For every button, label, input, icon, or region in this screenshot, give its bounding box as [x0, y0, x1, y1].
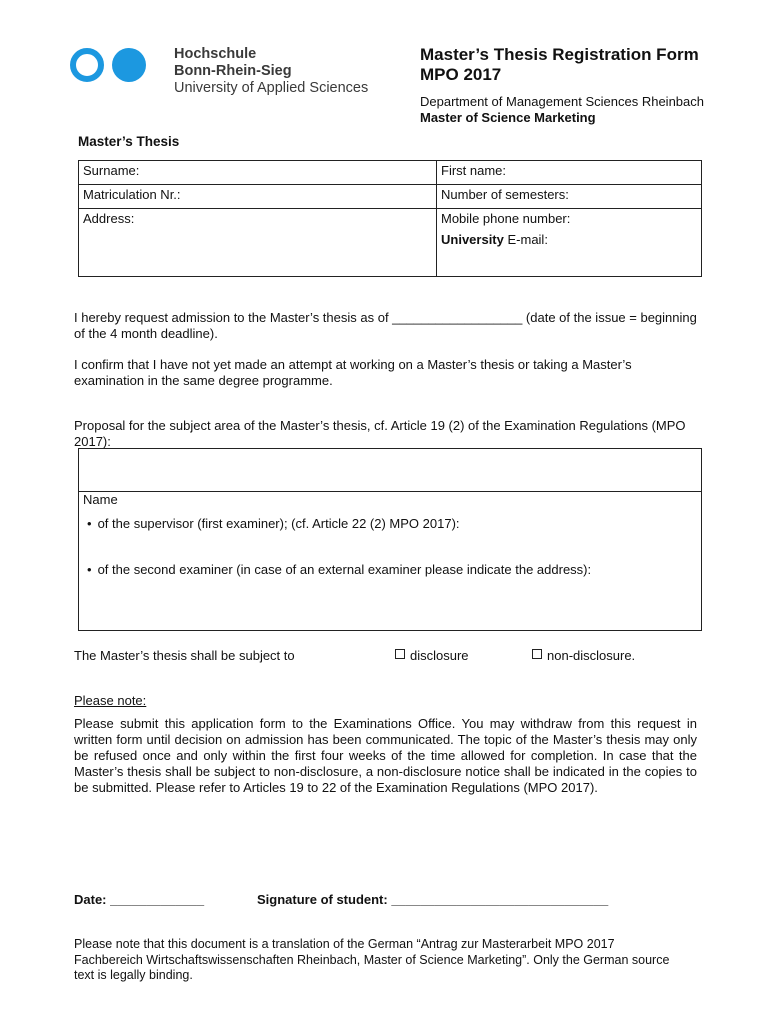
- non-disclosure-option-label: non-disclosure.: [547, 648, 636, 663]
- examiners-box[interactable]: [78, 490, 702, 631]
- logo-ring-icon: [70, 48, 104, 82]
- translation-note: Please note that this document is a translation of the German “Antrag zur Masterarbeit MPO 2017 Fachbereich Wirtschaftswissenschaften Rheinbach, Master of Science Marketing”. Only the German source text is legally binding.: [74, 937, 670, 982]
- logo-line-1: Hochschule: [174, 46, 257, 62]
- section-title: Master’s Thesis: [78, 134, 180, 149]
- address-field[interactable]: Address:: [79, 209, 437, 277]
- email-label-rest: E-mail:: [503, 232, 548, 247]
- contact-cell[interactable]: [437, 209, 702, 277]
- disclosure-option[interactable]: [395, 648, 469, 663]
- proposal-paragraph: Proposal for the subject area of the Master’s thesis, cf. Article 19 (2) of the Examination Regulations (MPO 2017):: [74, 418, 686, 449]
- disclosure-option-label: disclosure: [410, 648, 469, 663]
- form-title-line-1: Master’s Thesis Registration Form: [420, 45, 699, 64]
- table-row: [79, 161, 702, 185]
- table-row: [79, 209, 702, 277]
- name-label: Name: [83, 492, 118, 507]
- logo-line-2: Bonn-Rhein-Sieg: [174, 63, 292, 79]
- matriculation-field[interactable]: Matriculation Nr.:: [79, 185, 437, 209]
- date-line[interactable]: Date: _____________: [74, 892, 205, 907]
- department: Department of Management Sciences Rheinbach: [420, 94, 704, 109]
- disclosure-label: The Master’s thesis shall be subject to: [74, 648, 295, 663]
- non-disclosure-option[interactable]: [532, 648, 635, 663]
- logo-dot-icon: [112, 48, 146, 82]
- form-header: [420, 45, 750, 126]
- email-label-bold: University: [441, 232, 504, 247]
- logo-line-3: University of Applied Sciences: [174, 80, 369, 96]
- supervisor-bullet: • of the supervisor (first examiner); (cf. Article 22 (2) MPO 2017):: [87, 516, 460, 531]
- mobile-field: Mobile phone number:: [441, 211, 571, 226]
- first-name-field[interactable]: First name:: [437, 161, 702, 185]
- program: Master of Science Marketing: [420, 110, 596, 125]
- checkbox-icon[interactable]: [532, 649, 542, 659]
- semesters-field[interactable]: Number of semesters:: [437, 185, 702, 209]
- admission-paragraph: I hereby request admission to the Master’s thesis as of __________________ (date of the issue = beginning of the 4 month deadline).: [74, 310, 697, 341]
- student-info-table: [78, 160, 702, 277]
- surname-field[interactable]: Surname:: [79, 161, 437, 185]
- table-row: [79, 185, 702, 209]
- note-text: Please submit this application form to the Examinations Office. You may withdraw from this request in written form until decision on admission has been communicated. The topic of the Master’s thesis may only be refused once and only within the first four weeks of the time allowed for completion. In case that the Master’s thesis shall be subject to non-disclosure, a non-disclosure notice shall be indicated in the copies to be submitted. Please refer to Articles 19 to 22 of the Examination Regulations (MPO 2017).: [74, 716, 697, 795]
- form-title-line-2: MPO 2017: [420, 65, 502, 84]
- second-examiner-bullet: • of the second examiner (in case of an external examiner please indicate the address):: [87, 562, 591, 577]
- confirm-paragraph: I confirm that I have not yet made an attempt at working on a Master’s thesis or taking a Master’s examination in the same degree programme.: [74, 357, 632, 388]
- university-logo: [70, 44, 370, 102]
- logo-text: [174, 46, 368, 97]
- checkbox-icon[interactable]: [395, 649, 405, 659]
- note-heading: Please note:: [74, 693, 147, 708]
- subject-area-field[interactable]: [78, 448, 702, 492]
- signature-line[interactable]: Signature of student: ______________________________: [257, 892, 609, 907]
- email-field: [441, 232, 697, 247]
